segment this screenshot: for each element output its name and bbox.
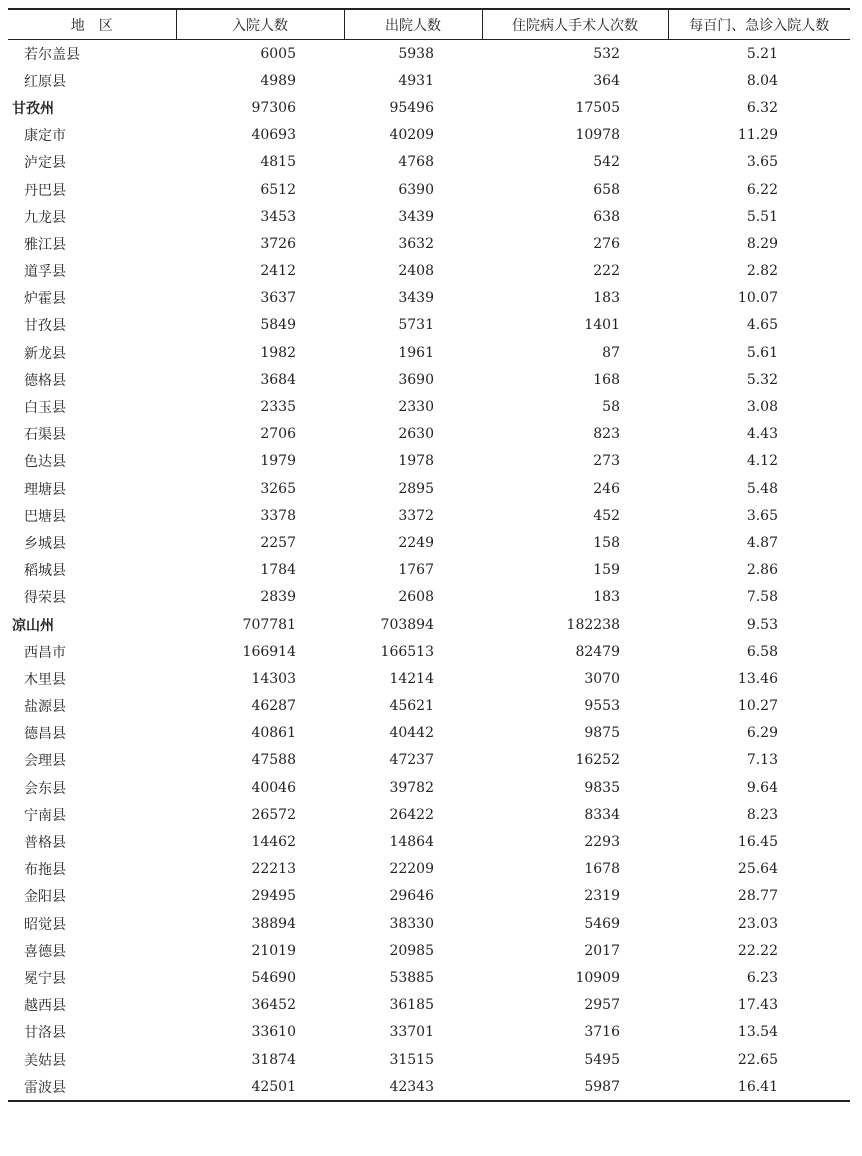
- surgeries-cell: 2957: [584, 997, 620, 1014]
- surgeries-cell: 3070: [584, 670, 620, 687]
- region-name-cell: 甘孜县: [24, 318, 66, 335]
- surgeries-cell: 5987: [482, 1073, 668, 1101]
- region-name-cell: 红原县: [24, 73, 66, 90]
- table-row: [8, 1019, 850, 1046]
- discharges-cell: 29646: [389, 888, 434, 905]
- discharges-cell: 2408: [398, 263, 434, 280]
- admission-rate-cell: 7.13: [746, 752, 778, 769]
- discharges-cell: 31515: [389, 1051, 434, 1068]
- surgeries-cell: 183: [593, 589, 620, 606]
- table-row: [8, 475, 850, 502]
- table-row: [8, 801, 850, 828]
- admission-rate-cell: 5.32: [746, 371, 778, 388]
- admission-rate-cell: 6.22: [746, 181, 778, 198]
- admission-rate-cell: 22.22: [737, 942, 778, 959]
- region-name-cell: 雅江县: [24, 236, 66, 253]
- admissions-cell: 54690: [251, 969, 296, 986]
- admissions-cell: 707781: [242, 616, 296, 633]
- surgeries-cell: 1401: [584, 317, 620, 334]
- admissions-cell: 97306: [251, 99, 296, 116]
- table-row: [8, 230, 850, 257]
- admissions-cell: 2706: [260, 426, 296, 443]
- region-name-cell: 雷波县: [8, 1073, 176, 1101]
- admission-rate-cell: 6.58: [746, 643, 778, 660]
- table-row: [8, 176, 850, 203]
- discharges-cell: 26422: [389, 806, 434, 823]
- region-name-cell: 德格县: [24, 372, 66, 389]
- table-row: [8, 774, 850, 801]
- surgeries-cell: 3716: [584, 1024, 620, 1041]
- surgeries-cell: 658: [593, 181, 620, 198]
- region-name-cell: 新龙县: [24, 345, 66, 362]
- admissions-cell: 14303: [251, 670, 296, 687]
- admissions-cell: 1982: [260, 344, 296, 361]
- surgeries-cell: 159: [593, 562, 620, 579]
- admissions-cell: 6005: [260, 45, 296, 62]
- table-row: [8, 665, 850, 692]
- surgeries-cell: 2017: [584, 942, 620, 959]
- prefecture-row: [8, 94, 850, 121]
- discharges-cell: 53885: [389, 969, 434, 986]
- admission-rate-cell: 5.51: [746, 208, 778, 225]
- surgeries-cell: 364: [593, 72, 620, 89]
- region-name-cell: 泸定县: [24, 155, 66, 172]
- admissions-cell: 42501: [176, 1073, 344, 1101]
- discharges-cell: 1767: [398, 562, 434, 579]
- discharges-cell: 22209: [389, 861, 434, 878]
- discharges-cell: 3690: [398, 371, 434, 388]
- region-name-cell: 冕宁县: [24, 970, 66, 987]
- region-name-cell: 凉山州: [12, 617, 54, 634]
- table-row: [8, 720, 850, 747]
- surgeries-cell: 10978: [575, 127, 620, 144]
- discharges-cell: 166513: [380, 643, 434, 660]
- discharges-cell: 4931: [398, 72, 434, 89]
- admission-rate-cell: 8.29: [746, 235, 778, 252]
- admission-rate-cell: 16.41: [668, 1073, 850, 1101]
- surgeries-cell: 9553: [584, 698, 620, 715]
- surgeries-cell: 87: [602, 344, 620, 361]
- surgeries-cell: 5495: [584, 1051, 620, 1068]
- admission-rate-cell: 6.23: [746, 969, 778, 986]
- table-row: [8, 122, 850, 149]
- admissions-cell: 4989: [260, 72, 296, 89]
- admissions-cell: 38894: [251, 915, 296, 932]
- admission-rate-cell: 10.27: [737, 698, 778, 715]
- admissions-cell: 3378: [260, 507, 296, 524]
- admission-rate-cell: 22.65: [737, 1051, 778, 1068]
- region-name-cell: 得荣县: [24, 590, 66, 607]
- region-name-cell: 金阳县: [24, 889, 66, 906]
- admission-rate-cell: 9.53: [746, 616, 778, 633]
- surgeries-cell: 16252: [575, 752, 620, 769]
- admissions-cell: 2257: [260, 534, 296, 551]
- discharges-cell: 40442: [389, 725, 434, 742]
- surgeries-cell: 5469: [584, 915, 620, 932]
- region-name-cell: 木里县: [24, 671, 66, 688]
- region-name-cell: 稻城县: [24, 563, 66, 580]
- admission-rate-cell: 3.65: [746, 154, 778, 171]
- statistics-table: [8, 8, 850, 1102]
- region-name-cell: 九龙县: [24, 209, 66, 226]
- table-row: [8, 638, 850, 665]
- surgeries-cell: 246: [593, 480, 620, 497]
- admissions-cell: 26572: [251, 806, 296, 823]
- table-body: [8, 40, 850, 1102]
- region-name-cell: 色达县: [24, 454, 66, 471]
- admission-rate-cell: 5.48: [746, 480, 778, 497]
- region-name-cell: 甘洛县: [24, 1025, 66, 1042]
- discharges-cell: 2608: [398, 589, 434, 606]
- table-row: [8, 40, 850, 68]
- table-row: [8, 1046, 850, 1073]
- surgeries-cell: 1678: [584, 861, 620, 878]
- surgeries-cell: 2319: [584, 888, 620, 905]
- region-name-cell: 宁南县: [24, 807, 66, 824]
- surgeries-cell: 158: [593, 534, 620, 551]
- admissions-cell: 5849: [260, 317, 296, 334]
- admission-rate-cell: 16.45: [737, 834, 778, 851]
- region-name-cell: 越西县: [24, 998, 66, 1015]
- discharges-cell: 47237: [389, 752, 434, 769]
- discharges-cell: 40209: [389, 127, 434, 144]
- discharges-cell: 36185: [389, 997, 434, 1014]
- admissions-cell: 36452: [251, 997, 296, 1014]
- discharges-cell: 95496: [389, 99, 434, 116]
- discharges-cell: 33701: [389, 1024, 434, 1041]
- discharges-cell: 3632: [398, 235, 434, 252]
- admission-rate-cell: 6.32: [746, 99, 778, 116]
- admission-rate-cell: 13.46: [737, 670, 778, 687]
- region-name-cell: 西昌市: [24, 644, 66, 661]
- admission-rate-cell: 3.65: [746, 507, 778, 524]
- surgeries-cell: 9875: [584, 725, 620, 742]
- surgeries-cell: 183: [593, 290, 620, 307]
- region-name-cell: 德昌县: [24, 726, 66, 743]
- surgeries-cell: 17505: [575, 99, 620, 116]
- table-row: [8, 883, 850, 910]
- discharges-cell: 5938: [398, 45, 434, 62]
- surgeries-cell: 532: [593, 45, 620, 62]
- admission-rate-cell: 4.65: [746, 317, 778, 334]
- discharges-cell: 3439: [398, 208, 434, 225]
- table-row: [8, 747, 850, 774]
- discharges-cell: 2249: [398, 534, 434, 551]
- surgeries-cell: 276: [593, 235, 620, 252]
- admissions-cell: 4815: [260, 154, 296, 171]
- admissions-cell: 3726: [260, 235, 296, 252]
- admission-rate-cell: 28.77: [737, 888, 778, 905]
- table-row: [8, 529, 850, 556]
- surgeries-cell: 273: [593, 453, 620, 470]
- admission-rate-cell: 2.82: [746, 263, 778, 280]
- region-name-cell: 美姑县: [24, 1052, 66, 1069]
- table-row: [8, 910, 850, 937]
- admissions-cell: 47588: [251, 752, 296, 769]
- header-region: 地 区: [8, 9, 176, 40]
- surgeries-cell: 823: [593, 426, 620, 443]
- admission-rate-cell: 25.64: [737, 861, 778, 878]
- admissions-cell: 1979: [260, 453, 296, 470]
- region-name-cell: 若尔盖县: [24, 46, 80, 63]
- table-row: [8, 693, 850, 720]
- discharges-cell: 14214: [389, 670, 434, 687]
- region-name-cell: 甘孜州: [12, 100, 54, 117]
- header-admissions: 入院人数: [176, 9, 344, 40]
- header-row: [8, 9, 850, 40]
- table-row: [8, 1073, 850, 1101]
- admissions-cell: 14462: [251, 834, 296, 851]
- discharges-cell: 45621: [389, 698, 434, 715]
- admissions-cell: 40046: [251, 779, 296, 796]
- discharges-cell: 4768: [398, 154, 434, 171]
- table-row: [8, 339, 850, 366]
- admissions-cell: 6512: [260, 181, 296, 198]
- discharges-cell: 38330: [389, 915, 434, 932]
- table-row: [8, 828, 850, 855]
- discharges-cell: 3372: [398, 507, 434, 524]
- admissions-cell: 40693: [251, 127, 296, 144]
- admissions-cell: 2335: [260, 399, 296, 416]
- discharges-cell: 6390: [398, 181, 434, 198]
- admissions-cell: 3637: [260, 290, 296, 307]
- admissions-cell: 3453: [260, 208, 296, 225]
- table-row: [8, 557, 850, 584]
- discharges-cell: 39782: [389, 779, 434, 796]
- region-name-cell: 理塘县: [24, 481, 66, 498]
- region-name-cell: 乡城县: [24, 535, 66, 552]
- region-name-cell: 昭觉县: [24, 916, 66, 933]
- admissions-cell: 40861: [251, 725, 296, 742]
- admission-rate-cell: 7.58: [746, 589, 778, 606]
- admissions-cell: 166914: [242, 643, 296, 660]
- discharges-cell: 1978: [398, 453, 434, 470]
- admissions-cell: 21019: [251, 942, 296, 959]
- discharges-cell: 42343: [344, 1073, 482, 1101]
- discharges-cell: 2630: [398, 426, 434, 443]
- region-name-cell: 会理县: [24, 753, 66, 770]
- table-row: [8, 67, 850, 94]
- region-name-cell: 盐源县: [24, 699, 66, 716]
- admissions-cell: 31874: [251, 1051, 296, 1068]
- discharges-cell: 5731: [398, 317, 434, 334]
- region-name-cell: 石渠县: [24, 427, 66, 444]
- surgeries-cell: 8334: [584, 806, 620, 823]
- admission-rate-cell: 13.54: [737, 1024, 778, 1041]
- header-discharges: 出院人数: [344, 9, 482, 40]
- table-row: [8, 393, 850, 420]
- header-surgeries: 住院病人手术人次数: [482, 9, 668, 40]
- region-name-cell: 丹巴县: [24, 182, 66, 199]
- table-row: [8, 366, 850, 393]
- table-row: [8, 584, 850, 611]
- discharges-cell: 20985: [389, 942, 434, 959]
- region-name-cell: 喜德县: [24, 943, 66, 960]
- admission-rate-cell: 8.23: [746, 806, 778, 823]
- admission-rate-cell: 23.03: [737, 915, 778, 932]
- admission-rate-cell: 4.43: [746, 426, 778, 443]
- admissions-cell: 33610: [251, 1024, 296, 1041]
- surgeries-cell: 452: [593, 507, 620, 524]
- table-row: [8, 421, 850, 448]
- admission-rate-cell: 6.29: [746, 725, 778, 742]
- admission-rate-cell: 2.86: [746, 562, 778, 579]
- table-row: [8, 964, 850, 991]
- admissions-cell: 46287: [251, 698, 296, 715]
- discharges-cell: 2895: [398, 480, 434, 497]
- admissions-cell: 1784: [260, 562, 296, 579]
- table-row: [8, 502, 850, 529]
- discharges-cell: 1961: [398, 344, 434, 361]
- table-row: [8, 149, 850, 176]
- region-name-cell: 布拖县: [24, 862, 66, 879]
- admission-rate-cell: 5.21: [746, 45, 778, 62]
- table-row: [8, 285, 850, 312]
- table-row: [8, 312, 850, 339]
- header-admission-rate: 每百门、急诊入院人数: [668, 9, 850, 40]
- admission-rate-cell: 5.61: [746, 344, 778, 361]
- surgeries-cell: 168: [593, 371, 620, 388]
- table-row: [8, 992, 850, 1019]
- admissions-cell: 3684: [260, 371, 296, 388]
- table-row: [8, 856, 850, 883]
- surgeries-cell: 222: [593, 263, 620, 280]
- surgeries-cell: 9835: [584, 779, 620, 796]
- discharges-cell: 3439: [398, 290, 434, 307]
- surgeries-cell: 58: [602, 399, 620, 416]
- admission-rate-cell: 3.08: [746, 399, 778, 416]
- admission-rate-cell: 9.64: [746, 779, 778, 796]
- region-name-cell: 普格县: [24, 835, 66, 852]
- table-row: [8, 203, 850, 230]
- table-row: [8, 448, 850, 475]
- surgeries-cell: 638: [593, 208, 620, 225]
- discharges-cell: 2330: [398, 399, 434, 416]
- admission-rate-cell: 17.43: [737, 997, 778, 1014]
- discharges-cell: 14864: [389, 834, 434, 851]
- surgeries-cell: 2293: [584, 834, 620, 851]
- admission-rate-cell: 4.12: [746, 453, 778, 470]
- surgeries-cell: 182238: [566, 616, 620, 633]
- discharges-cell: 703894: [380, 616, 434, 633]
- region-name-cell: 会东县: [24, 780, 66, 797]
- table-row: [8, 937, 850, 964]
- region-name-cell: 白玉县: [24, 400, 66, 417]
- table-row: [8, 258, 850, 285]
- admissions-cell: 29495: [251, 888, 296, 905]
- admission-rate-cell: 10.07: [737, 290, 778, 307]
- admissions-cell: 3265: [260, 480, 296, 497]
- admission-rate-cell: 11.29: [737, 127, 778, 144]
- surgeries-cell: 10909: [575, 969, 620, 986]
- prefecture-row: [8, 611, 850, 638]
- region-name-cell: 炉霍县: [24, 291, 66, 308]
- admissions-cell: 2412: [260, 263, 296, 280]
- region-name-cell: 康定市: [24, 128, 66, 145]
- region-name-cell: 道孚县: [24, 264, 66, 281]
- admissions-cell: 2839: [260, 589, 296, 606]
- surgeries-cell: 82479: [575, 643, 620, 660]
- admission-rate-cell: 4.87: [746, 534, 778, 551]
- region-name-cell: 巴塘县: [24, 508, 66, 525]
- admission-rate-cell: 8.04: [746, 72, 778, 89]
- admissions-cell: 22213: [251, 861, 296, 878]
- surgeries-cell: 542: [593, 154, 620, 171]
